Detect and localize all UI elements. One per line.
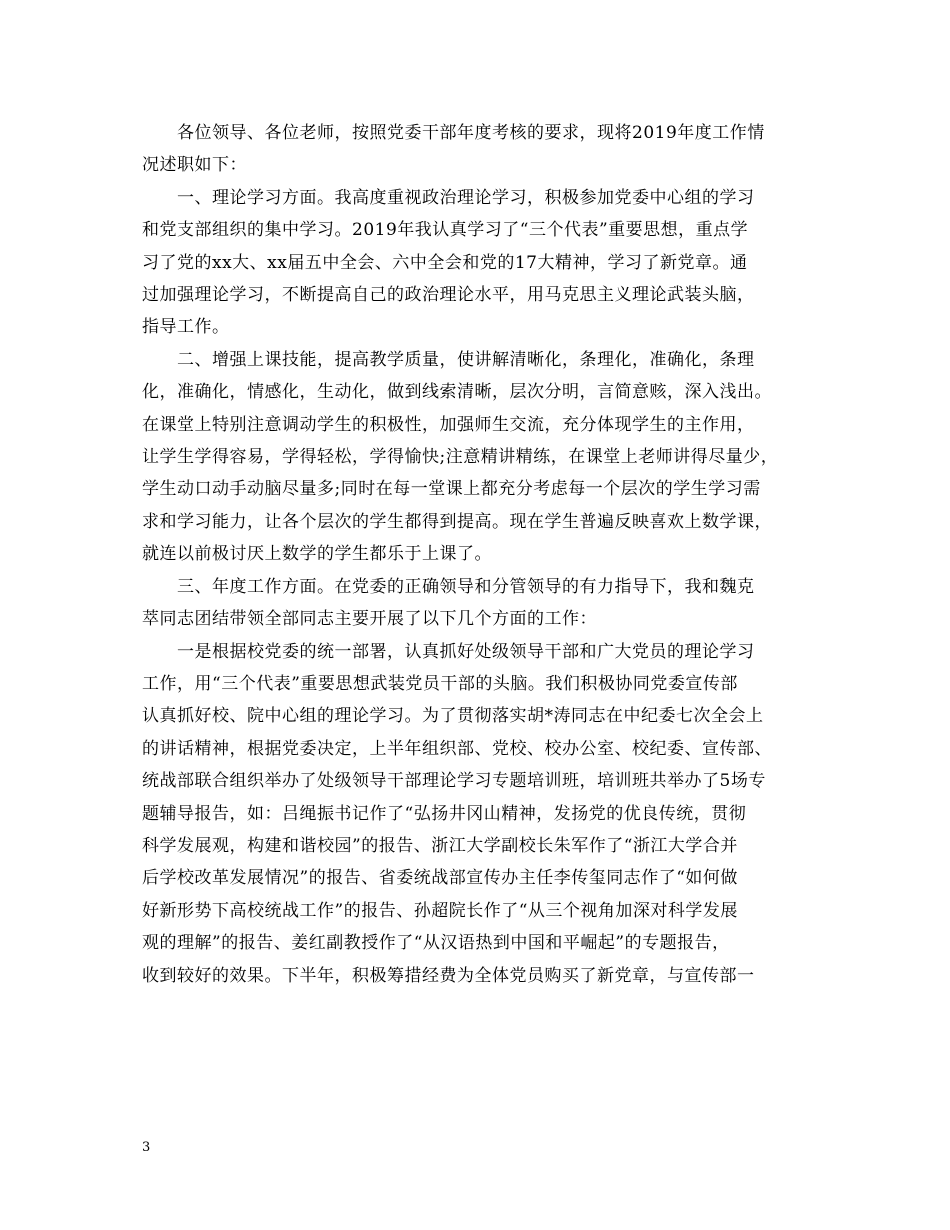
- text-line: 在课堂上特别注意调动学生的积极性，加强师生交流，充分体现学生的主作用，: [142, 414, 755, 435]
- text-line: 收到较好的效果。下半年，积极筹措经费为全体党员购买了新党章，与宣传部一: [142, 965, 755, 986]
- paragraph-theory-study: [142, 182, 802, 344]
- text-line: 过加强理论学习，不断提高自己的政治理论水平，用马克思主义理论武装头脑，: [142, 285, 755, 306]
- text-line: 科学发展观，构建和谐校园”的报告、浙江大学副校长朱军作了“浙江大学合并: [142, 835, 738, 856]
- text-line: 化，准确化，情感化，生动化，做到线索清晰，层次分明，言简意赅，深入浅出。: [142, 382, 772, 403]
- paragraph-annual-work: [142, 571, 802, 636]
- text-line: 况述职如下：: [142, 155, 247, 176]
- paragraph-intro: [142, 117, 802, 182]
- text-line: 二、增强上课技能，提高教学质量，使讲解清晰化，条理化，准确化，条理: [177, 349, 755, 370]
- text-line: 好新形势下高校统战工作”的报告、孙超院长作了“从三个视角加深对科学发展: [142, 900, 738, 921]
- document-body: [142, 117, 802, 992]
- text-line: 认真抓好校、院中心组的理论学习。为了贯彻落实胡*涛同志在中纪委七次全会上: [142, 706, 764, 727]
- text-line: 和党支部组织的集中学习。2019年我认真学习了“三个代表”重要思想，重点学: [142, 220, 749, 241]
- text-line: 工作，用“三个代表”重要思想武装党员干部的头脑。我们积极协同党委宣传部: [142, 673, 738, 694]
- text-line: 一是根据校党委的统一部署，认真抓好处级领导干部和广大党员的理论学习: [177, 641, 755, 662]
- text-line: 就连以前极讨厌上数学的学生都乐于上课了。: [142, 544, 492, 565]
- text-line: 的讲话精神，根据党委决定，上半年组织部、党校、校办公室、校纪委、宣传部、: [142, 738, 772, 759]
- text-line: 指导工作。: [142, 317, 230, 338]
- text-line: 让学生学得容易，学得轻松，学得愉快;注意精讲精练，在课堂上老师讲得尽量少，: [142, 447, 779, 468]
- paragraph-teaching-skills: [142, 344, 802, 571]
- text-line: 习了党的xx大、xx届五中全会、六中全会和党的17大精神，学习了新党章。通: [142, 252, 748, 273]
- text-line: 一、理论学习方面。我高度重视政治理论学习，积极参加党委中心组的学习: [177, 187, 755, 208]
- text-line: 三、年度工作方面。在党委的正确领导和分管领导的有力指导下，我和魏克: [177, 576, 755, 597]
- page-number: 3: [142, 1140, 151, 1155]
- text-line: 萃同志团结带领全部同志主要开展了以下几个方面的工作：: [142, 609, 597, 630]
- text-line: 各位领导、各位老师，按照党委干部年度考核的要求，现将2019年度工作情: [177, 123, 765, 143]
- text-line: 题辅导报告，如：吕绳振书记作了“弘扬井冈山精神，发扬党的优良传统，贯彻: [142, 803, 747, 824]
- paragraph-work-item-one: [142, 636, 802, 992]
- text-line: 后学校改革发展情况”的报告、省委统战部宣传办主任李传玺同志作了“如何做: [142, 868, 738, 889]
- text-line: 统战部联合组织举办了处级领导干部理论学习专题培训班，培训班共举办了5场专: [142, 771, 766, 792]
- text-line: 学生动口动手动脑尽量多;同时在每一堂课上都充分考虑每一个层次的学生学习需: [142, 479, 761, 500]
- text-line: 观的理解”的报告、姜红副教授作了“从汉语热到中国和平崛起”的专题报告，: [142, 933, 730, 954]
- text-line: 求和学习能力，让各个层次的学生都得到提高。现在学生普遍反映喜欢上数学课，: [142, 511, 772, 532]
